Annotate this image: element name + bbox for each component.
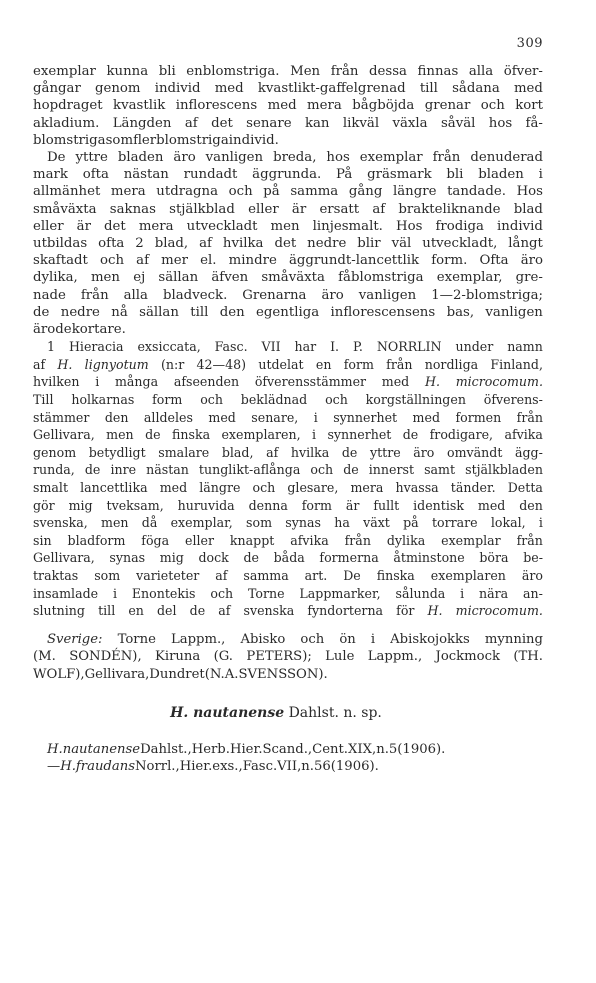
text-line: skaftadt och af mer el. mindre äggrundt-lancettlik form. Ofta äro bbox=[33, 253, 543, 269]
species-author: Dahlst. n. sp. bbox=[288, 704, 382, 721]
text-line: Sverige: Torne Lappm., Abisko och ön i Abiskojokks mynning bbox=[47, 631, 543, 647]
text-line: 1 Hieracia exsiccata, Fasc. VII har I. P. NORRLIN under namn bbox=[47, 339, 543, 355]
text-line: dylika, men ej sällan äfven småväxta fåblomstriga exemplar, gre- bbox=[33, 270, 543, 286]
text-line: Gellivara, synas mig dock de båda formerna åtminstone böra be- bbox=[33, 550, 543, 566]
paragraph-leaves bbox=[33, 149, 543, 338]
text-line: de nedre nå sällan till den egentliga inflorescensens bas, vanligen bbox=[33, 304, 543, 320]
text-line: gångar genom individ med kvastlikt-gaffelgrenad till sådana med bbox=[33, 81, 543, 97]
species-heading bbox=[33, 704, 543, 722]
text-line: runda, de inre nästan tunglikt-aflånga och de innerst samt stjälkbladen bbox=[33, 462, 543, 478]
synonym-line: H. nautanense Dahlst., Herb. Hier. Scand., Cent. XIX, n. 5 (1906). bbox=[47, 741, 446, 757]
text-line: Till holkarnas form och beklädnad och korgställningen öfverens- bbox=[33, 392, 543, 408]
text-line: hopdraget kvastlik inflorescens med mera bågböjda grenar och kort bbox=[33, 98, 543, 114]
text-line: genom betydligt smalare blad, af hvilka de yttre äro omvändt ägg- bbox=[33, 444, 543, 460]
page-body bbox=[33, 63, 543, 776]
localities bbox=[33, 631, 543, 684]
text-line: sin bladform föga eller knappt afvika från dylika exemplar från bbox=[33, 532, 543, 548]
text-line: mark ofta nästan rundadt äggrunda. På gräsmark bli bladen i bbox=[33, 167, 543, 183]
text-line: WOLF), Gellivara, Dundret (N. A. SVENSSON). bbox=[33, 666, 328, 682]
text-line: svenska, men då exemplar, som synas ha växt på torrare lokal, i bbox=[33, 515, 543, 531]
text-line: slutning till en del de af svenska fyndorterna för H. microcomum. bbox=[33, 603, 543, 619]
species-name: H. nautanense bbox=[170, 704, 285, 721]
text-line: småväxta saknas stjälkblad eller är ersatt af brakteliknande blad bbox=[33, 201, 543, 217]
text-line: insamlade i Enontekis och Torne Lappmarker, sålunda i nära an- bbox=[33, 585, 543, 601]
text-line: smalt lancettlika med längre och glesare, mera hvassa tänder. Detta bbox=[33, 480, 543, 495]
text-line: gör mig tveksam, huruvida denna form är fullt identisk med den bbox=[33, 497, 543, 513]
text-line: akladium. Längden af det senare kan likväl växla såväl hos få- bbox=[33, 115, 543, 131]
text-line: allmänhet mera utdragna och på samma gång längre tandade. Hos bbox=[33, 184, 543, 200]
footnote bbox=[33, 338, 543, 620]
text-line: De yttre bladen äro vanligen breda, hos exemplar från denuderad bbox=[47, 150, 543, 166]
text-line: af H. lignyotum (n:r 42—48) utdelat en form från nordliga Finland, bbox=[33, 356, 543, 372]
text-line: stämmer den alldeles med senare, i synnerhet med formen från bbox=[33, 409, 543, 425]
text-line: nade från alla bladveck. Grenarna äro vanligen 1—2-blomstriga; bbox=[33, 287, 543, 303]
page-number: 309 bbox=[516, 36, 543, 51]
text-line: eller är det mera utveckladt men linjesmalt. Hos frodiga individ bbox=[33, 218, 543, 234]
synonyms bbox=[33, 741, 543, 777]
text-line: hvilken i många afseenden öfverensstämmer med H. microcomum. bbox=[33, 374, 543, 390]
text-line: traktas som varieteter af samma art. De finska exemplaren äro bbox=[33, 567, 543, 583]
text-line: utbildas ofta 2 blad, af hvilka det nedre blir väl utveckladt, långt bbox=[33, 236, 543, 252]
text-line: exemplar kunna bli enblomstriga. Men från dessa finnas alla öfver- bbox=[33, 64, 543, 79]
text-line: äro de kortare. bbox=[33, 322, 126, 338]
synonym-line: — H. fraudans Norrl., Hier. exs., Fasc. VII, n. 56 (1906). bbox=[47, 759, 379, 775]
text-line: Gellivara, men de finska exemplaren, i synnerhet de frodigare, afvika bbox=[33, 427, 543, 443]
text-line: (M. SONDÉN), Kiruna (G. PETERS); Lule Lappm., Jockmock (TH. bbox=[33, 649, 543, 665]
text-line: blomstriga som flerblomstriga individ. bbox=[33, 132, 279, 148]
paragraph-inflorescence bbox=[33, 63, 543, 149]
